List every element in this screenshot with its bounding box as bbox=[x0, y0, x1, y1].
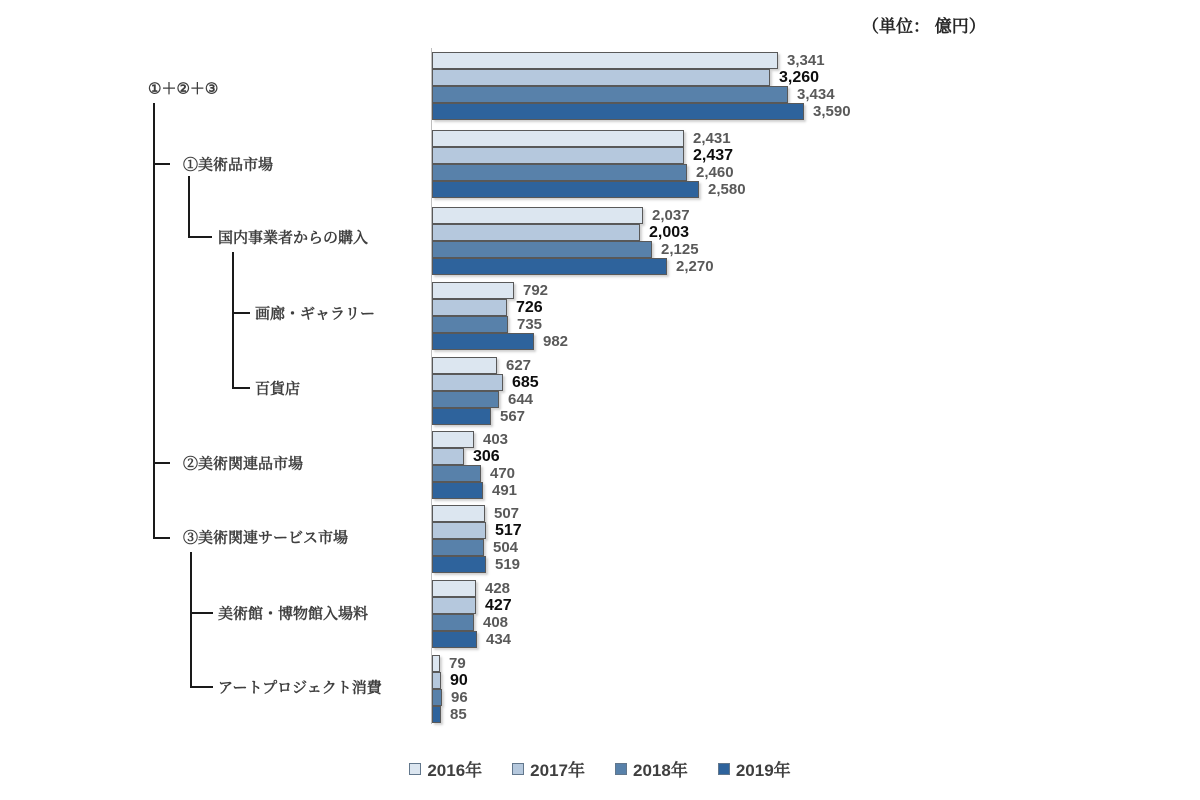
bar bbox=[432, 86, 788, 103]
tree-connector-line bbox=[153, 462, 170, 464]
value-label: 85 bbox=[450, 706, 467, 723]
value-label: 504 bbox=[493, 539, 519, 556]
legend-label: 2018年 bbox=[633, 761, 688, 780]
value-label: 470 bbox=[490, 465, 516, 482]
value-label: 79 bbox=[449, 655, 466, 672]
value-label: 982 bbox=[543, 333, 569, 350]
bar bbox=[432, 299, 507, 316]
value-label: 2,437 bbox=[693, 147, 734, 164]
value-label: 408 bbox=[483, 614, 509, 631]
value-label: 507 bbox=[494, 505, 520, 522]
bar bbox=[432, 597, 476, 614]
bar bbox=[432, 207, 643, 224]
bar bbox=[432, 333, 534, 350]
value-label: 644 bbox=[508, 391, 534, 408]
bar bbox=[432, 706, 441, 723]
tree-connector-line bbox=[232, 387, 250, 389]
value-label: 517 bbox=[495, 522, 522, 539]
tree-connector-line bbox=[232, 312, 250, 314]
value-label: 428 bbox=[485, 580, 511, 597]
legend-item bbox=[512, 756, 585, 781]
legend-swatch bbox=[718, 763, 730, 775]
bar bbox=[432, 431, 474, 448]
category-label: 国内事業者からの購入 bbox=[218, 229, 369, 247]
bar bbox=[432, 147, 684, 164]
legend-label: 2016年 bbox=[427, 761, 483, 780]
category-label: ①美術品市場 bbox=[183, 156, 274, 174]
tree-connector-line bbox=[153, 163, 170, 165]
value-label: 403 bbox=[483, 431, 509, 448]
bar bbox=[432, 357, 497, 374]
category-label: ①＋②＋③ bbox=[148, 80, 219, 98]
legend-item bbox=[615, 756, 688, 781]
bar bbox=[432, 391, 499, 408]
value-label: 735 bbox=[517, 316, 543, 333]
value-label: 2,270 bbox=[676, 258, 714, 275]
legend-label: 2017年 bbox=[530, 761, 585, 780]
category-label: 百貨店 bbox=[255, 380, 301, 398]
bar bbox=[432, 241, 652, 258]
tree-connector-line bbox=[153, 103, 155, 539]
bar bbox=[432, 580, 476, 597]
value-label: 491 bbox=[492, 482, 518, 499]
tree-connector-line bbox=[153, 537, 170, 539]
value-label: 2,037 bbox=[652, 207, 690, 224]
legend-swatch bbox=[512, 763, 524, 775]
bar bbox=[432, 505, 485, 522]
category-label: アートプロジェクト消費 bbox=[218, 679, 382, 697]
tree-connector-line bbox=[188, 236, 212, 238]
bar bbox=[432, 631, 477, 648]
legend-label: 2019年 bbox=[735, 761, 791, 780]
value-label: 306 bbox=[473, 448, 500, 465]
bar bbox=[432, 539, 484, 556]
category-label: 画廊・ギャラリー bbox=[255, 305, 376, 323]
value-label: 685 bbox=[512, 374, 539, 391]
value-label: 726 bbox=[516, 299, 543, 316]
value-label: 792 bbox=[523, 282, 549, 299]
value-label: 3,590 bbox=[813, 103, 851, 120]
value-label: 567 bbox=[500, 408, 526, 425]
bar bbox=[432, 689, 442, 706]
value-label: 2,003 bbox=[649, 224, 690, 241]
value-label: 3,341 bbox=[787, 52, 825, 69]
bar bbox=[432, 181, 699, 198]
bar bbox=[432, 224, 640, 241]
category-label: ②美術関連品市場 bbox=[183, 455, 304, 473]
bar bbox=[432, 52, 778, 69]
tree-connector-line bbox=[232, 252, 234, 389]
bar bbox=[432, 448, 464, 465]
category-label: 美術館・博物館入場料 bbox=[218, 605, 369, 623]
bar bbox=[432, 655, 440, 672]
legend-swatch bbox=[615, 763, 627, 775]
value-label: 519 bbox=[495, 556, 521, 573]
bar bbox=[432, 614, 474, 631]
value-label: 627 bbox=[506, 357, 532, 374]
bar bbox=[432, 465, 481, 482]
legend-item bbox=[409, 756, 482, 781]
bar bbox=[432, 522, 486, 539]
tree-connector-line bbox=[190, 686, 213, 688]
tree-connector-line bbox=[188, 176, 190, 238]
value-label: 96 bbox=[451, 689, 468, 706]
bar bbox=[432, 374, 503, 391]
value-label: 3,260 bbox=[779, 69, 820, 86]
bar bbox=[432, 164, 687, 181]
bar bbox=[432, 556, 486, 573]
category-label: ③美術関連サービス市場 bbox=[183, 529, 349, 547]
value-label: 2,580 bbox=[708, 181, 746, 198]
tree-connector-line bbox=[190, 612, 213, 614]
tree-connector-line bbox=[190, 552, 192, 688]
bar bbox=[432, 258, 667, 275]
value-label: 434 bbox=[486, 631, 512, 648]
value-label: 2,125 bbox=[661, 241, 699, 258]
bar bbox=[432, 103, 804, 120]
value-label: 2,431 bbox=[693, 130, 731, 147]
value-label: 90 bbox=[450, 672, 468, 689]
value-label: 427 bbox=[485, 597, 512, 614]
bar bbox=[432, 282, 514, 299]
value-label: 3,434 bbox=[797, 86, 835, 103]
legend-item bbox=[718, 756, 791, 781]
bar bbox=[432, 69, 770, 86]
unit-label: （単位： 億円） bbox=[862, 17, 986, 36]
bar bbox=[432, 672, 441, 689]
bar bbox=[432, 408, 491, 425]
value-label: 2,460 bbox=[696, 164, 734, 181]
bar bbox=[432, 130, 684, 147]
bar bbox=[432, 316, 508, 333]
legend bbox=[0, 756, 1200, 781]
legend-swatch bbox=[409, 763, 421, 775]
bar bbox=[432, 482, 483, 499]
